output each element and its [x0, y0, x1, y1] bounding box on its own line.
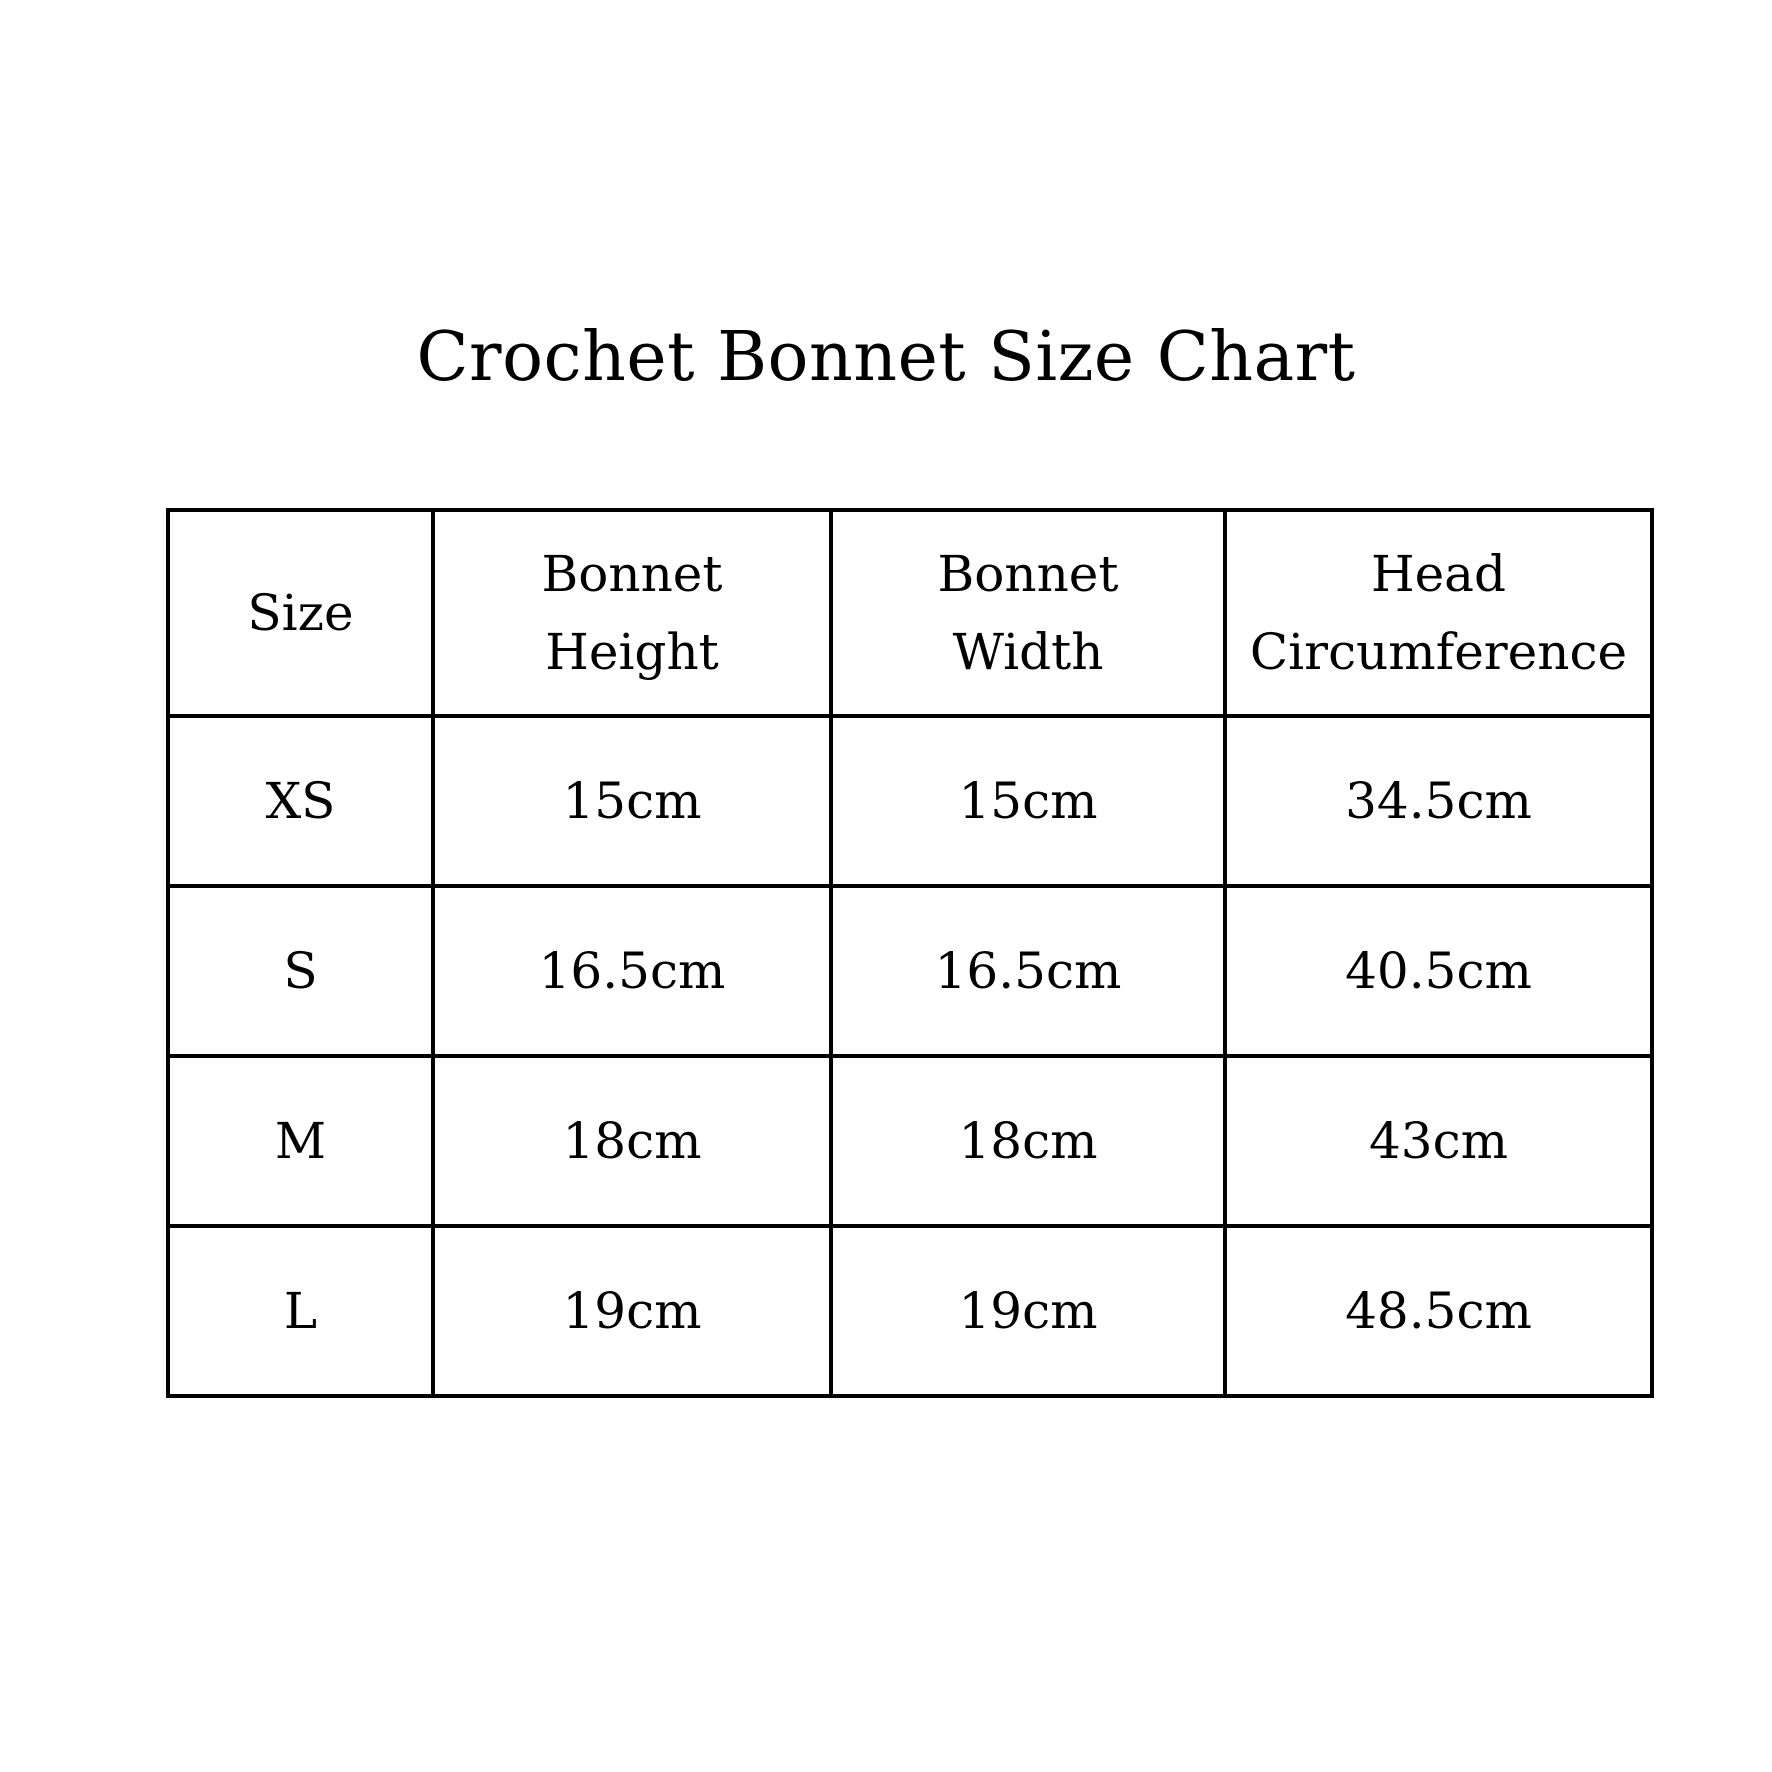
table-row	[168, 1056, 1652, 1226]
cell-bonnet-height: 19cm	[433, 1226, 831, 1396]
cell-bonnet-height: 18cm	[433, 1056, 831, 1226]
header-size-label: Size	[247, 584, 354, 642]
cell-head-circumference: 40.5cm	[1225, 886, 1652, 1056]
table-row	[168, 886, 1652, 1056]
page-title: Crochet Bonnet Size Chart	[416, 318, 1356, 397]
table-row	[168, 1226, 1652, 1396]
cell-bonnet-height: 16.5cm	[433, 886, 831, 1056]
cell-bonnet-width: 15cm	[831, 716, 1225, 886]
cell-size: S	[168, 886, 433, 1056]
header-bonnet-width	[831, 510, 1225, 716]
cell-bonnet-height: 15cm	[433, 716, 831, 886]
cell-head-circumference: 43cm	[1225, 1056, 1652, 1226]
table-row	[168, 716, 1652, 886]
cell-size: XS	[168, 716, 433, 886]
size-chart-table	[166, 508, 1654, 1398]
header-bonnet-width-line1: Bonnet	[937, 545, 1119, 603]
cell-bonnet-width: 16.5cm	[831, 886, 1225, 1056]
cell-bonnet-width: 19cm	[831, 1226, 1225, 1396]
header-head-circumference	[1225, 510, 1652, 716]
header-bonnet-height-line2: Height	[545, 623, 719, 681]
header-bonnet-height-line1: Bonnet	[541, 545, 723, 603]
table-header-row	[168, 510, 1652, 716]
cell-head-circumference: 34.5cm	[1225, 716, 1652, 886]
header-bonnet-width-line2: Width	[952, 623, 1104, 681]
header-head-circumference-line1: Head	[1370, 545, 1506, 603]
header-size	[168, 510, 433, 716]
cell-size: L	[168, 1226, 433, 1396]
header-bonnet-height	[433, 510, 831, 716]
cell-bonnet-width: 18cm	[831, 1056, 1225, 1226]
header-head-circumference-line2: Circumference	[1249, 623, 1628, 681]
cell-head-circumference: 48.5cm	[1225, 1226, 1652, 1396]
cell-size: M	[168, 1056, 433, 1226]
